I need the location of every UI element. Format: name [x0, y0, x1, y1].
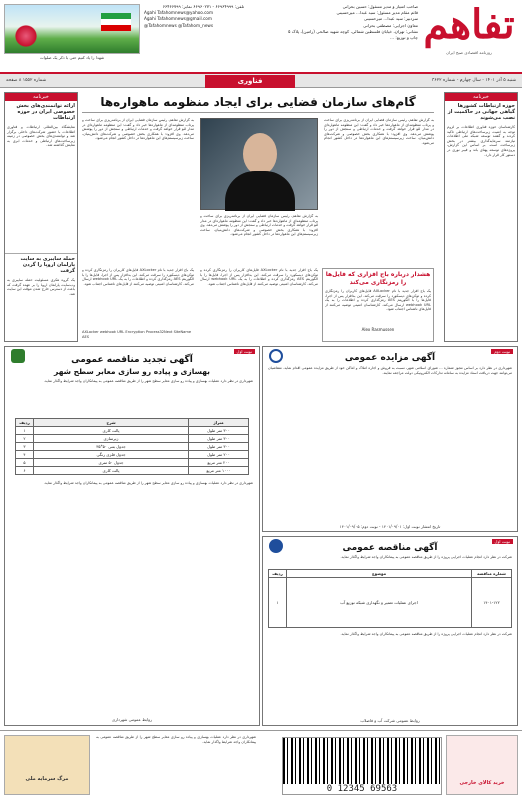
logo-text: تفاهم — [423, 1, 515, 48]
barcode-digits: 0 12345 69563 — [283, 784, 441, 794]
tender-ad-label: نوبت اول — [492, 539, 513, 544]
right-news-title: حوزه ارتباطات کشورها گیاهی جهانی در حاکمیت از نصب می‌شوند — [447, 103, 515, 121]
renewed-ad-subtitle: بهسازی و پیاده رو سازی معابر سطح شهر — [54, 367, 210, 376]
deputy-line: معاون اجرایی: مصطفی بحرانی — [363, 22, 418, 28]
lead-photo — [200, 118, 318, 210]
renewed-ad-body: شهرداری در نظر دارد عملیات بهسازی و پیاده رو سازی معابر سطح شهر را از طریق مناقصه عمومی به پیمانکاران واجد شرایط واگذار نماید. — [43, 379, 253, 383]
table-row: ۲ زیرسازی ۳۰۰ متر طول — [16, 435, 249, 443]
renewed-table — [15, 418, 249, 475]
feature-story — [82, 268, 434, 342]
bottom-ad-left-text: مرگ سرمایه ملی — [25, 776, 69, 782]
feature-body-mid: یک باج افزار جدید با نام AXLocker فایل‌های کاربران را رمزنگاری کرده و توکن‌های دیسکورد را سرقت می‌کند. این بدافزار پس از اجرا، فایل‌ها را با الگوریتم AES رمزگذاری کرده و اطلاعات را به یک webhook URL ارسال می‌کند. کارشناسان امنیتی توصیه می‌کنند از فایل‌های ناشناس اجتناب شود. — [200, 268, 318, 286]
left-news-body: نمایشگاه بین‌المللی ارتباطات و فناوری اطلاعات با حضور شرکت‌های داخلی برگزار شد و توانمندی‌های بخش خصوصی در زمینه زیرساخت‌های ارتباطی و خدمات ابری به نمایش گذاشته شد. — [7, 125, 75, 148]
banner-image — [4, 4, 140, 54]
auction-ad-body: شهرداری در نظر دارد بر اساس مجوز شماره ... شورای اسلامی شهر، نسبت به فروش و اجاره املاک و اماکن خود از طریق مزایده عمومی اقدام نماید. متقاضیان می‌توانند جهت دریافت اسناد مزایده به سامانه تدارکات الکترونیکی دولت مراجعه نمایند. — [268, 366, 512, 375]
tender-col-2: موضوع — [287, 570, 472, 578]
contact-info — [144, 4, 244, 62]
table-row: ۳ جدول بتنی ۵۰*۳۵ ۳۰۰ متر طول — [16, 443, 249, 451]
renewed-ad-title: آگهی تجدید مناقصه عمومی — [71, 355, 193, 365]
lead-body-col-2: به گزارش تفاهم، رئیس سازمان فضایی ایران از برنامه‌ریزی برای ساخت و پرتاب منظومه‌ای از ماهواره‌ها خبر داد و گفت: این منظومه ماهواره‌ای در مدار لئو قرار خواهد گرفت و خدمات ارتباطی و سنجش از دور را پوشش می‌دهد. وی افزود: با همکاری بخش خصوصی و شرکت‌های دانش‌بنیان، ساخت زیرسیستم‌های این ماهواره‌ها در داخل کشور انجام می‌شود. — [200, 214, 318, 237]
logo-tagline: روزنامه اقتصادی صبح ایران — [446, 50, 492, 55]
table-row: ۵ جدول ۵۰ متری ۲۰۰ متر مربع — [16, 459, 249, 467]
feature-title: هشدار درباره باج افزاری که فایل‌ها را رمزنگاری می‌کند — [325, 271, 431, 286]
renewed-ad-details: شهرداری در نظر دارد عملیات بهسازی و پیاده رو سازی معابر سطح شهر را از طریق مناقصه عمومی به پیمانکاران واجد شرایط واگذار نماید. — [43, 481, 253, 485]
renewed-tender-ad — [4, 346, 260, 726]
renewed-ad-footer: روابط عمومی شهرداری — [111, 717, 153, 722]
banner-slogan: شهدا را یاد کنیم حتی با ذکر یک صلوات — [39, 55, 105, 60]
bottom-ad-right-text: خرید کالای خارجی — [459, 780, 505, 786]
tender-ad-title: آگهی مناقصه عمومی — [342, 543, 438, 553]
section-label: فناوری — [205, 75, 295, 88]
lead-story — [82, 92, 434, 267]
right-news-heading: خبرنامه — [445, 93, 517, 101]
tender-ad — [262, 536, 518, 726]
tender-ad-body: شرکت در نظر دارد انجام عملیات اجرایی پروژه را از طریق مناقصه عمومی به پیمانکاران واجد شرایط واگذار نماید. — [340, 555, 512, 559]
right-news-body: کارشناسان حوزه فناوری اطلاعات بر لزوم توجه به امنیت زیرساخت‌های ارتباطی تاکید کردند و گفتند توسعه شبکه ملی اطلاعات نیازمند سرمایه‌گذاری بیشتر در بخش زیرساخت است. بر اساس این گزارش، پروژه‌های توسعه پهنای باند و فیبر نوری در دستور کار قرار دارد. — [447, 125, 515, 157]
printer-line: چاپ و توزیع: ... — [390, 35, 418, 41]
flower-icon — [13, 23, 39, 49]
bottom-ad-left — [4, 735, 90, 795]
newspaper-logo — [420, 0, 518, 62]
left-news-column — [4, 92, 78, 342]
date-line: شنبه ۵ آذر ۱۴۰۱ - سال چهارم - شماره ۳۶۲۲ — [431, 78, 516, 83]
tender-col-1: ردیف — [269, 570, 287, 578]
municipality-emblem-icon — [11, 349, 25, 363]
right-news-column — [444, 92, 518, 342]
lead-body-col-1: به گزارش تفاهم، رئیس سازمان فضایی ایران از برنامه‌ریزی برای ساخت و پرتاب منظومه‌ای از ماهواره‌ها خبر داد و گفت: این منظومه ماهواره‌ای در مدار لئو قرار خواهد گرفت و خدمات ارتباطی و سنجش از دور را پوشش می‌دهد. وی افزود: با همکاری بخش خصوصی و شرکت‌های دانش‌بنیان، ساخت زیرسیستم‌های این ماهواره‌ها در داخل کشور انجام می‌شود. — [324, 118, 434, 145]
chief-line: سردبیر: سید عبدا... میرحسینی — [363, 16, 418, 22]
tender-ad-footer: روابط عمومی شرکت آب و فاضلاب — [360, 718, 420, 723]
email2-line: Agahi Tafahomnews@gmail.com — [144, 16, 212, 22]
tender-ad-details: شرکت در نظر دارد انجام عملیات اجرایی پروژه را از طریق مناقصه عمومی به پیمانکاران واجد شرایط واگذار نماید. — [340, 632, 512, 636]
table-row: ۱ پالت کاری ۳۰۰ متر طول — [16, 427, 249, 435]
tender-table-header — [269, 570, 512, 578]
lead-title: گام‌های سازمان فضایی برای ایجاد منظومه ماهواره‌ها — [100, 95, 416, 109]
bottom-notice: شهرداری در نظر دارد عملیات بهسازی و پیاده رو سازی معابر سطح شهر را از طریق مناقصه عمومی به پیمانکاران واجد شرایط واگذار نماید. — [96, 735, 256, 744]
bottom-strip — [0, 730, 522, 798]
portrait-head — [243, 133, 277, 175]
feature-keywords: AXLocker webhook URL Encryption Process32Next SiteName AES — [82, 330, 192, 339]
auction-ad — [262, 346, 518, 532]
auction-emblem-icon — [269, 349, 283, 363]
renewed-ad-label: نوبت اول — [234, 349, 255, 354]
feature-body-left: یک باج افزار جدید با نام AXLocker فایل‌های کاربران را رمزنگاری کرده و توکن‌های دیسکورد را سرقت می‌کند. این بدافزار پس از اجرا، فایل‌ها را با الگوریتم AES رمزگذاری کرده و اطلاعات را به یک webhook URL ارسال می‌کند. کارشناسان امنیتی توصیه می‌کنند از فایل‌های ناشناس اجتناب شود. — [82, 268, 194, 286]
auction-ad-title: آگهی مزایده عمومی — [344, 353, 436, 363]
masthead — [0, 0, 522, 72]
feature-credit: Alex Rasmussen — [361, 327, 395, 332]
left-news-heading: خبرنامه — [5, 93, 77, 101]
email-line: Agahi Tafahomnews@yahoo.com — [144, 10, 214, 16]
auction-ad-footer: تاریخ انتشار نوبت اول: ۱۴۰۱/۰۹/۰۱ - نوبت دوم: ۱۴۰۱/۰۹/۰۵ — [339, 524, 441, 529]
date-bar — [0, 72, 522, 88]
portrait-body — [225, 171, 295, 211]
table-row: ۴ جدول فلزی رنگی ۲۰۰ متر طول — [16, 451, 249, 459]
tender-table — [268, 569, 512, 628]
renewed-table-header: ردیف شرح متراژ — [16, 419, 249, 427]
barcode — [282, 737, 442, 795]
publisher-info — [248, 4, 418, 62]
phones-line: تلفن: ۶۶۹۶۴۹۹۹ - ۶۶۹۶۰۲۷۱ نمابر: ۶۶۴۶۶۷۹۹ — [162, 4, 244, 9]
feature-body-right: یک باج افزار جدید با نام AXLocker فایل‌های کاربران را رمزنگاری کرده و توکن‌های دیسکورد را سرقت می‌کند. این بدافزار پس از اجرا، فایل‌ها را با الگوریتم AES رمزگذاری کرده و اطلاعات را به یک webhook URL ارسال می‌کند. کارشناسان امنیتی توصیه می‌کنند از فایل‌های ناشناس اجتناب شود. — [325, 289, 431, 312]
left-news-title: ارائه توانمندی‌های بخش خصوصی ایران در حوزه ارتباطات — [16, 103, 75, 121]
page-label: شماره ۱۵۵۲ ۸ صفحه — [6, 78, 47, 83]
table-row: ۶ پالت کاری ۱۰۰۰ متر مربع — [16, 467, 249, 475]
auction-ad-label: نوبت دوم — [491, 349, 513, 354]
lead-body-col-3: به گزارش تفاهم، رئیس سازمان فضایی ایران از برنامه‌ریزی برای ساخت و پرتاب منظومه‌ای از ماهواره‌ها خبر داد و گفت: این منظومه ماهواره‌ای در مدار لئو قرار خواهد گرفت و خدمات ارتباطی و سنجش از دور را پوشش می‌دهد. وی افزود: با همکاری بخش خصوصی و شرکت‌های دانش‌بنیان، ساخت زیرسیستم‌های این ماهواره‌ها در داخل کشور انجام می‌شود. — [82, 118, 194, 141]
tender-emblem-icon — [269, 539, 283, 553]
left-news-subtitle: حمله سایبری به سایت پارلمان اروپا را گردن گرفت — [5, 253, 77, 276]
left-news-subbody: یک گروه هکری مسئولیت حمله سایبری به وب‌سایت پارلمان اروپا را بر عهده گرفت که باعث از دسترس خارج شدن موقت این سایت شد. — [7, 278, 75, 296]
tender-col-3: شماره مناقصه — [472, 570, 512, 578]
flag-icon — [101, 13, 131, 31]
editor-line: قائم مقام مدیر مسئول: سید عبدا... میرحسینی — [336, 10, 418, 16]
feature-title-box — [322, 268, 434, 342]
publisher-line: صاحب امتیاز و مدیر مسئول: حسین بحرانی — [342, 4, 418, 9]
table-row: ۱ اجرای عملیات تعمیر و نگهداری شبکه توزیع آب ۱۴۰۱-۱۲۲ — [269, 578, 512, 628]
bottom-ad-right — [446, 735, 518, 795]
address-line: نشانی: تهران، خیابان فلسطین شمالی، کوچه شهید صالحی (رامین)، پلاک ۵ — [288, 28, 418, 34]
web-line: @Tafahomnews @Tafahom_news — [144, 22, 214, 28]
